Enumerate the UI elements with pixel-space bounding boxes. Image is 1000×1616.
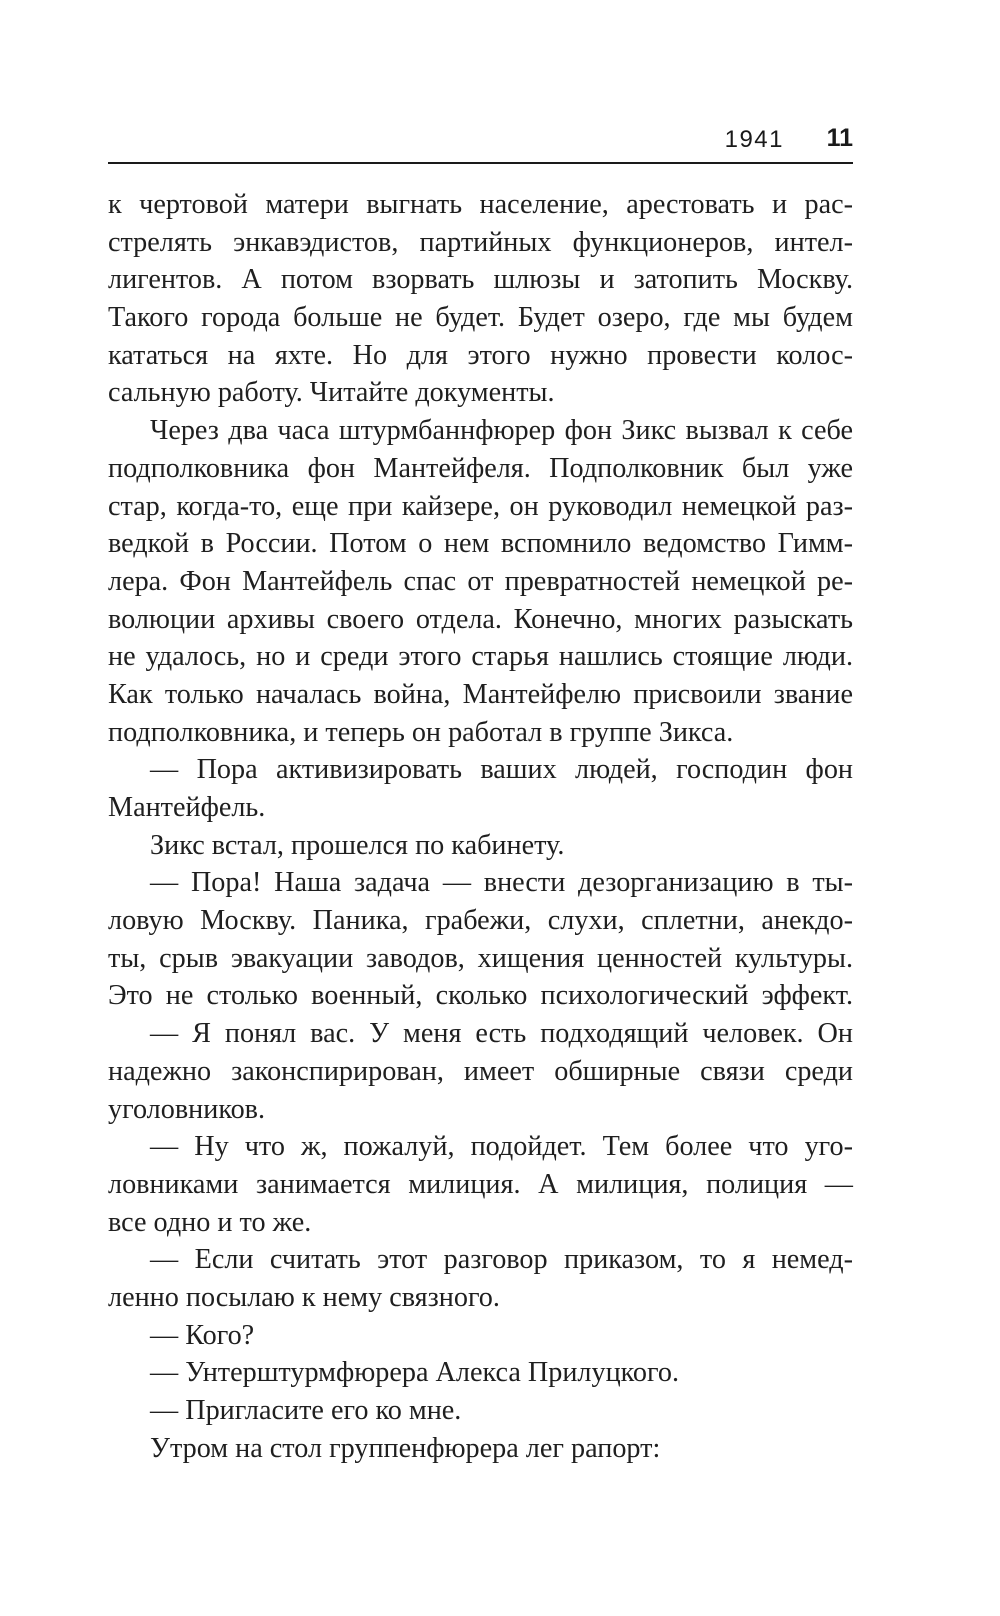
text-line: надежно законспирирован, имеет обширные связи среди	[108, 1055, 853, 1087]
text-line: стрелять энкавэдистов, партийных функционеров, интел-	[108, 226, 853, 258]
text-line: ловую Москву. Паника, грабежи, слухи, сплетни, анекдо-	[108, 905, 853, 937]
text-line: не удалось, но и среди этого старья нашлись стоящие люди.	[108, 641, 853, 673]
text-line: уголовников.	[108, 1093, 266, 1125]
page-number: 11	[826, 124, 853, 152]
text-line: подполковника, и теперь он работал в группе Зикса.	[108, 716, 734, 748]
text-line: Как только началась война, Мантейфелю присвоили звание	[108, 678, 853, 710]
text-line: ты, срыв эвакуации заводов, хищения ценностей культуры.	[108, 942, 853, 974]
text-line: ленно посылаю к нему связного.	[108, 1281, 500, 1313]
text-line: к чертовой матери выгнать население, арестовать и рас-	[108, 189, 853, 220]
text-line: ведкой в России. Потом о нем вспомнило ведомство Гимм-	[108, 528, 853, 560]
text-line: Мантейфель.	[108, 792, 266, 823]
text-line: лигентов. А потом взорвать шлюзы и затопить Москву.	[108, 264, 853, 296]
text-line: — Пора! Наша задача — внести дезорганизацию в ты-	[150, 867, 853, 899]
text-line: сальную работу. Читайте документы.	[108, 377, 555, 409]
text-line: волюции архивы своего отдела. Конечно, многих разыскать	[108, 603, 853, 635]
text-line: лера. Фон Мантейфель спас от превратностей немецкой ре-	[108, 565, 853, 597]
text-line: — Ну что ж, пожалуй, подойдет. Тем более что уго-	[150, 1131, 853, 1163]
text-line: — Пора активизировать ваших людей, господин фон	[150, 754, 853, 786]
text-line: все одно и то же.	[108, 1206, 312, 1238]
text-line: — Унтерштурмфюрера Алекса Прилуцкого.	[150, 1357, 680, 1389]
running-title: 1941	[724, 126, 784, 153]
text-line: Утром на стол группенфюрера лег рапорт:	[150, 1432, 661, 1464]
text-line: Это не столько военный, сколько психологический эффект.	[108, 980, 853, 1012]
text-line: Такого города больше не будет. Будет озеро, где мы будем	[108, 302, 853, 334]
text-line: — Я понял вас. У меня есть подходящий человек. Он	[150, 1018, 853, 1050]
text-line: — Кого?	[150, 1319, 255, 1351]
text-line: — Пригласите его ко мне.	[150, 1395, 462, 1426]
body-text	[108, 186, 853, 1467]
text-line: стар, когда-то, еще при кайзере, он руководил немецкой раз-	[108, 490, 853, 522]
text-line: — Если считать этот разговор приказом, то я немед-	[150, 1244, 853, 1276]
text-line: ловниками занимается милиция. А милиция, полиция —	[108, 1168, 853, 1200]
text-line: подполковника фон Мантейфеля. Подполковник был уже	[108, 452, 853, 484]
text-line: кататься на яхте. Но для этого нужно провести колос-	[108, 339, 853, 371]
page-header	[108, 122, 853, 164]
text-line: Через два часа штурмбаннфюрер фон Зикс вызвал к себе	[150, 415, 853, 447]
text-line: Зикс встал, прошелся по кабинету.	[150, 829, 565, 861]
